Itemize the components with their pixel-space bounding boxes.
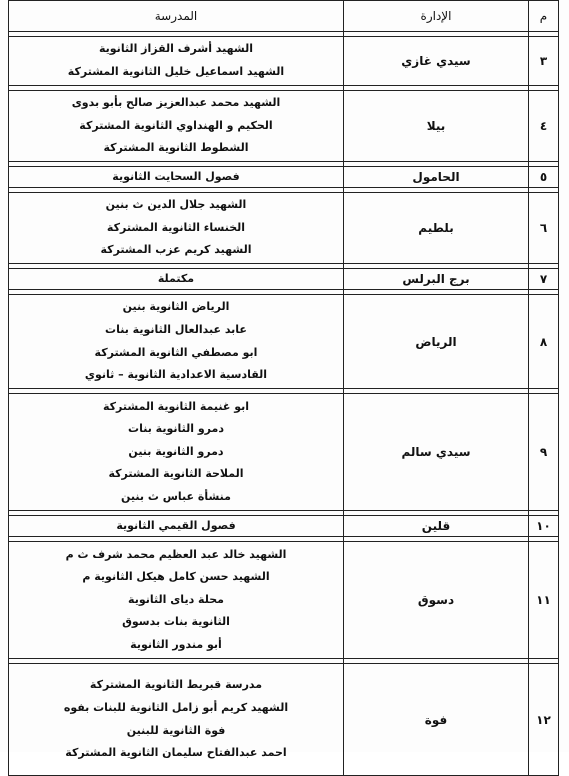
header-admin: الإدارة	[344, 1, 529, 32]
school-name: أبو مندور الثانوية	[130, 637, 222, 651]
schools-list	[9, 37, 344, 86]
table-row	[9, 91, 559, 162]
table-row	[9, 269, 559, 290]
header-school: المدرسة	[9, 1, 344, 32]
schools-list	[9, 167, 344, 188]
schools-list	[9, 516, 344, 537]
table-row	[9, 516, 559, 537]
table-row	[9, 664, 559, 776]
table-body	[9, 32, 559, 776]
row-number: ٥	[529, 167, 559, 188]
school-name: ابو مصطفي الثانوية المشتركة	[94, 345, 258, 359]
school-name: الشهيد حسن كامل هيكل الثانوية م	[82, 570, 270, 584]
table-row	[9, 167, 559, 188]
school-name: ابو غنيمة الثانوية المشتركة	[102, 399, 250, 413]
table-row	[9, 37, 559, 86]
school-name: محلة دياى الثانوية	[128, 592, 224, 606]
admin-name: الرياض	[344, 295, 529, 389]
table-row	[9, 295, 559, 389]
school-name: دمرو الثانوية بنات	[128, 422, 224, 436]
row-number: ٦	[529, 193, 559, 264]
row-number: ١٢	[529, 664, 559, 776]
table-row	[9, 394, 559, 511]
school-name: الشهيد اسماعيل خليل الثانوية المشتركة	[67, 65, 285, 78]
school-name: مدرسة قبريط الثانوية المشتركة	[89, 678, 263, 692]
admin-name: سيدي سالم	[344, 394, 529, 511]
table-row	[9, 542, 559, 659]
table-header-row	[9, 1, 559, 32]
school-name: الشهيد خالد عبد العظيم محمد شرف ث م	[65, 547, 287, 561]
school-name: فوة الثانوية للبنين	[126, 723, 226, 737]
school-name: الخنساء الثانوية المشتركة	[106, 220, 246, 234]
admin-name: الحامول	[344, 167, 529, 188]
school-name: فصول القيمي الثانوية	[116, 519, 236, 532]
admin-name: فوة	[344, 664, 529, 776]
admin-name: بيلا	[344, 91, 529, 162]
school-name: مكتملة	[157, 272, 195, 285]
admin-name: برج البرلس	[344, 269, 529, 290]
school-name: الشهيد كريم أبو زامل الثانوية للبنات بفوه	[63, 700, 289, 714]
school-name: فصول السحايت الثانوية	[112, 170, 240, 183]
schools-list	[9, 295, 344, 389]
schools-list	[9, 542, 344, 659]
school-name: منشأة عباس ث بنين	[121, 489, 231, 503]
row-number: ١١	[529, 542, 559, 659]
admin-name: قلين	[344, 516, 529, 537]
admin-name: بلطيم	[344, 193, 529, 264]
admin-name: دسوق	[344, 542, 529, 659]
school-name: القادسية الاعدادية الثانوية – ثانوي	[84, 368, 268, 382]
admin-name: سيدي غازي	[344, 37, 529, 86]
header-num: م	[529, 1, 559, 32]
school-name: الملاحة الثانوية المشتركة	[108, 467, 244, 481]
school-name: عابد عبدالعال الثانوية بنات	[105, 322, 247, 336]
table-row	[9, 193, 559, 264]
schools-list	[9, 664, 344, 776]
row-number: ٨	[529, 295, 559, 389]
row-number: ٣	[529, 37, 559, 86]
school-name: الشطوط الثانوية المشتركة	[103, 141, 249, 155]
school-name: الحكيم و الهنداوي الثانوية المشتركة	[79, 118, 273, 132]
schools-list	[9, 394, 344, 511]
schools-list	[9, 91, 344, 162]
row-number: ٧	[529, 269, 559, 290]
schools-list	[9, 269, 344, 290]
school-name: الرياض الثانوية بنين	[122, 300, 230, 314]
row-number: ٩	[529, 394, 559, 511]
row-number: ١٠	[529, 516, 559, 537]
school-name: احمد عبدالفتاح سليمان الثانوية المشتركة	[65, 746, 287, 760]
schools-list	[9, 193, 344, 264]
school-name: الثانوية بنات بدسوق	[122, 615, 230, 629]
school-name: دمرو الثانوية بنين	[128, 444, 224, 458]
schools-table	[8, 0, 559, 776]
school-name: الشهيد جلال الدين ث بنين	[105, 198, 247, 212]
school-name: الشهيد محمد عبدالعزيز صالح بأبو بدوى	[71, 96, 281, 110]
row-number: ٤	[529, 91, 559, 162]
school-name: الشهيد كريم عزب المشتركة	[100, 243, 252, 257]
school-name: الشهيد أشرف القزاز الثانوية	[98, 42, 253, 56]
